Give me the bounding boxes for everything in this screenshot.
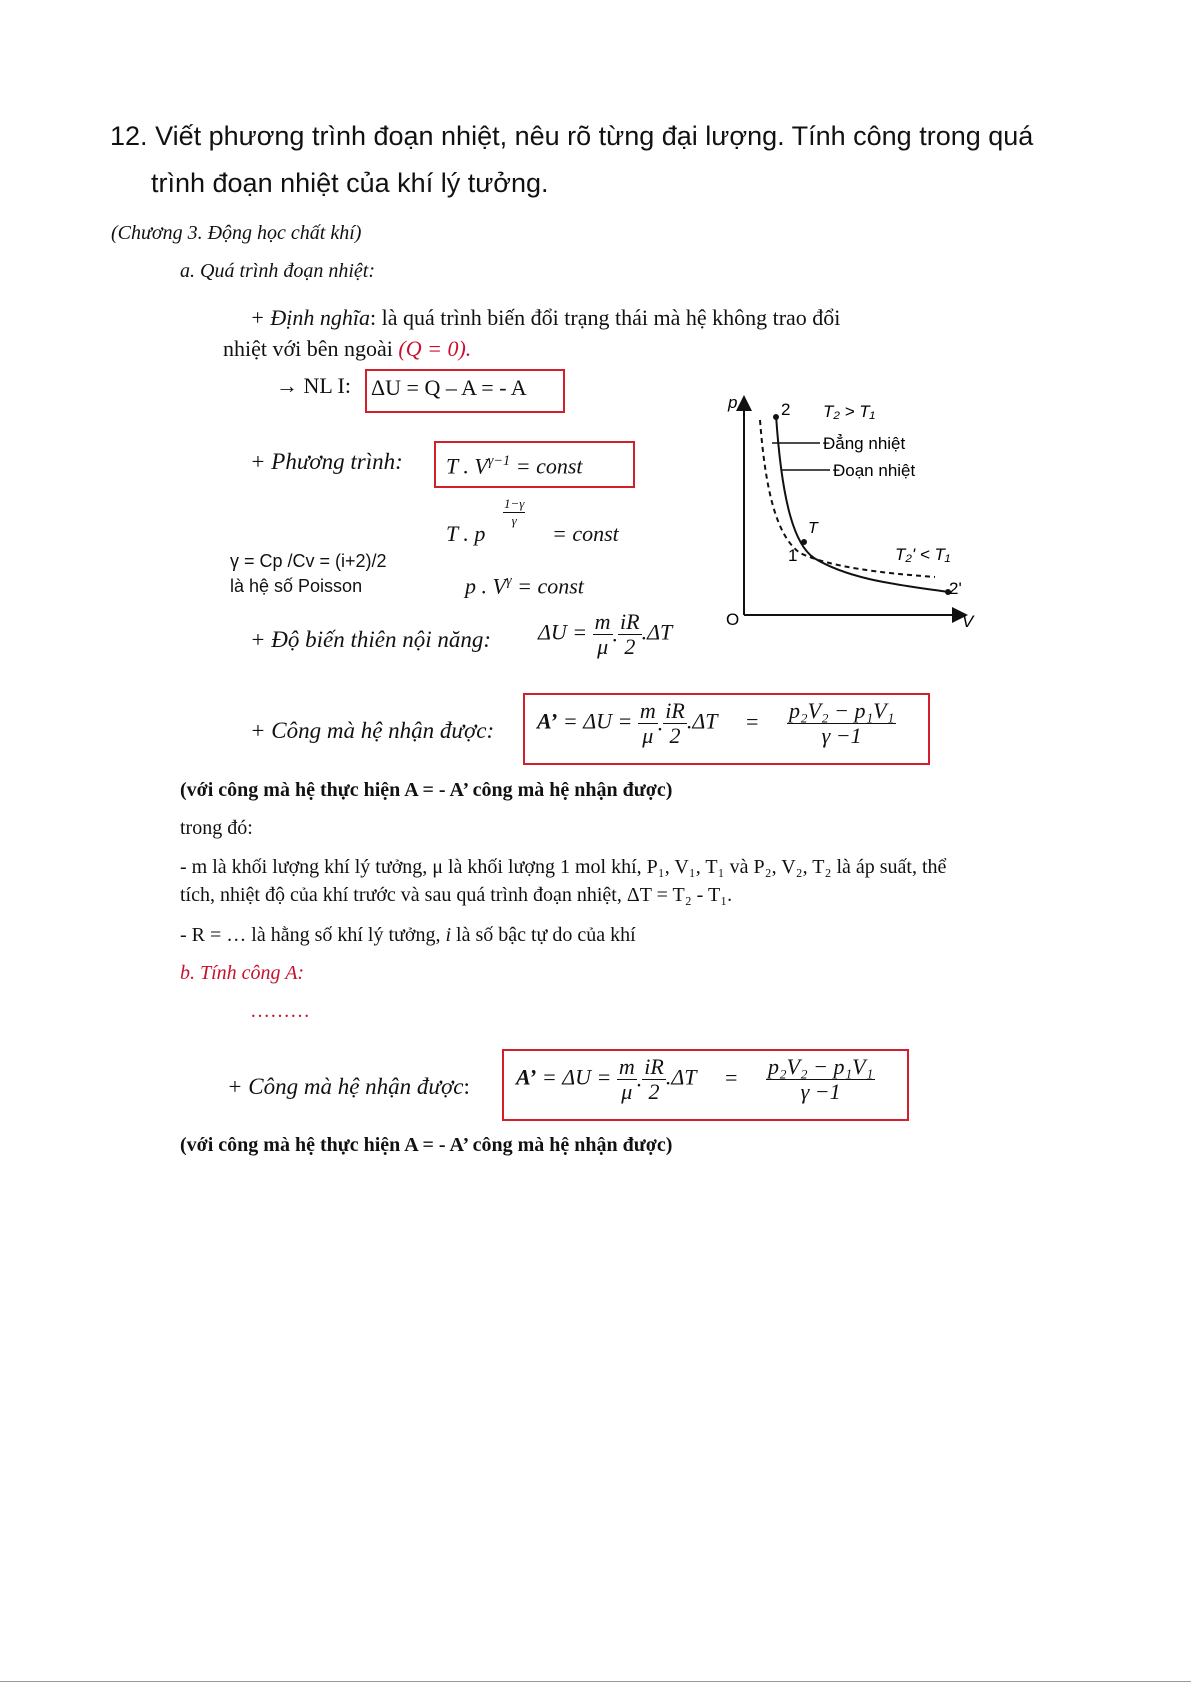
eq2-exp-den: γ: [511, 513, 517, 528]
dt-text: .ΔT: [641, 619, 673, 645]
internal-energy-formula: ΔU = $\frac{m}{\mu}$ . $\frac{iR}{2}$ .ΔT: [538, 609, 673, 659]
work-formula-b: A’ = ΔU = $\frac{m}{\mu}$ . $\frac{iR}{2}$ .ΔT = $\frac{\text{p₂V₂ − p₁V₁}}{\gamma -1}$: [516, 1054, 874, 1104]
q-zero: (Q = 0).: [398, 336, 472, 361]
equation-label: + Phương trình:: [250, 449, 403, 474]
origin-label: O: [726, 610, 740, 629]
point-1-label: 1: [788, 546, 798, 565]
definition-label: + Định nghĩa: [250, 305, 370, 330]
eq3-exponent: γ: [505, 573, 512, 589]
explanation2: - R = … là hằng số khí lý tưởng, i là số bậc tự do của khí: [180, 924, 636, 946]
eq3-left: p . V: [465, 573, 506, 599]
section-b-dots: ………: [250, 1000, 310, 1022]
isothermal-label: Đẳng nhiệt: [823, 434, 906, 453]
section-a-heading: a. Quá trình đoạn nhiệt:: [180, 260, 375, 282]
question-line1: Viết phương trình đoạn nhiệt, nêu rõ từng đại lượng. Tính công trong quá: [155, 121, 1034, 151]
footer-rule: [0, 1681, 1191, 1682]
ir-over-2: $\frac{iR}{2}$: [620, 609, 640, 659]
eq2: [446, 521, 485, 547]
point-2prime-label: 2': [949, 579, 962, 598]
note-work: (với công mà hệ thực hiện A = - A’ công mà hệ nhận được): [180, 779, 673, 801]
t2p-lt-t1: T₂' < T₁: [895, 545, 951, 564]
note-work-2: (với công mà hệ thực hiện A = - A’ công mà hệ nhận được): [180, 1134, 673, 1156]
eq1-left: T . V: [446, 453, 488, 479]
section-b-heading: b. Tính công A:: [180, 962, 305, 984]
m-over-mu: $\frac{m}{\mu}$: [594, 609, 611, 659]
eq2-left: T . p: [446, 521, 486, 546]
work-label-b: + Công mà hệ nhận được:: [227, 1074, 470, 1099]
explanation1-line1: - m là khối lượng khí lý tưởng, μ là khối lượng 1 mol khí, P₁, V₁, T₁ và P₂, V₂, T₂ là áp suất, thể: [180, 856, 947, 878]
eq2-right: = const: [552, 521, 619, 546]
eq3: [465, 573, 584, 600]
first-law-equation: ΔU = Q – A = - A: [371, 375, 527, 400]
question-line2: trình đoạn nhiệt của khí lý tưởng.: [151, 168, 549, 198]
adiabatic-label: Đoạn nhiệt: [833, 461, 916, 480]
explanation1-line2: tích, nhiệt độ của khí trước và sau quá trình đoạn nhiệt, ΔT = T₂ - T₁.: [180, 884, 733, 906]
t2-gt-t1: T₂ > T₁: [823, 402, 875, 421]
du-text: ΔU =: [538, 619, 588, 645]
definition-text2: nhiệt với bên ngoài: [223, 336, 393, 361]
definition-line1: [250, 305, 840, 331]
point-T-label: T: [808, 520, 818, 537]
first-law-label: → NL I:: [276, 373, 351, 398]
poisson-label: là hệ số Poisson: [230, 576, 363, 596]
definition-line2: [223, 336, 471, 362]
point-2-label: 2: [781, 400, 791, 419]
work-label-a: + Công mà hệ nhận được:: [250, 718, 495, 743]
gamma-definition: γ = Cp /Cv = (i+2)/2: [230, 551, 387, 571]
internal-energy-label: + Độ biến thiên nội năng:: [250, 627, 492, 652]
eq2-exp-num: 1−γ: [504, 496, 525, 511]
pv-fraction-b: $\frac{\text{p₂V₂ − p₁V₁}}{\gamma -1}$: [767, 1054, 874, 1104]
p-axis-label: p: [728, 395, 738, 412]
pv-diagram: [720, 395, 980, 630]
pv-fraction-a: $\frac{\text{p₂V₂ − p₁V₁}}{\gamma -1}$: [788, 698, 895, 748]
point-T-dot: [801, 539, 807, 545]
eq3-right: = const: [517, 573, 584, 599]
definition-text: : là quá trình biến đổi trạng thái mà hệ không trao đổi: [369, 305, 841, 330]
question-title: [110, 113, 1033, 160]
chapter-note: (Chương 3. Động học chất khí): [111, 222, 362, 244]
v-axis-label: V: [962, 612, 974, 630]
work-formula-a: A’ = ΔU = $\frac{m}{\mu}$ . $\frac{iR}{2}$ .ΔT = $\frac{\text{p₂V₂ − p₁V₁}}{\gamma -1}$: [537, 698, 895, 748]
eq1: [446, 453, 583, 480]
eq2-exponent: [503, 496, 525, 529]
question-number: 12.: [110, 121, 148, 151]
where-label: trong đó:: [180, 817, 253, 839]
point-2-dot: [773, 414, 779, 420]
eq1-right: = const: [515, 453, 583, 479]
a-prime: A’: [537, 708, 558, 734]
eq1-exponent: γ−1: [487, 453, 511, 469]
